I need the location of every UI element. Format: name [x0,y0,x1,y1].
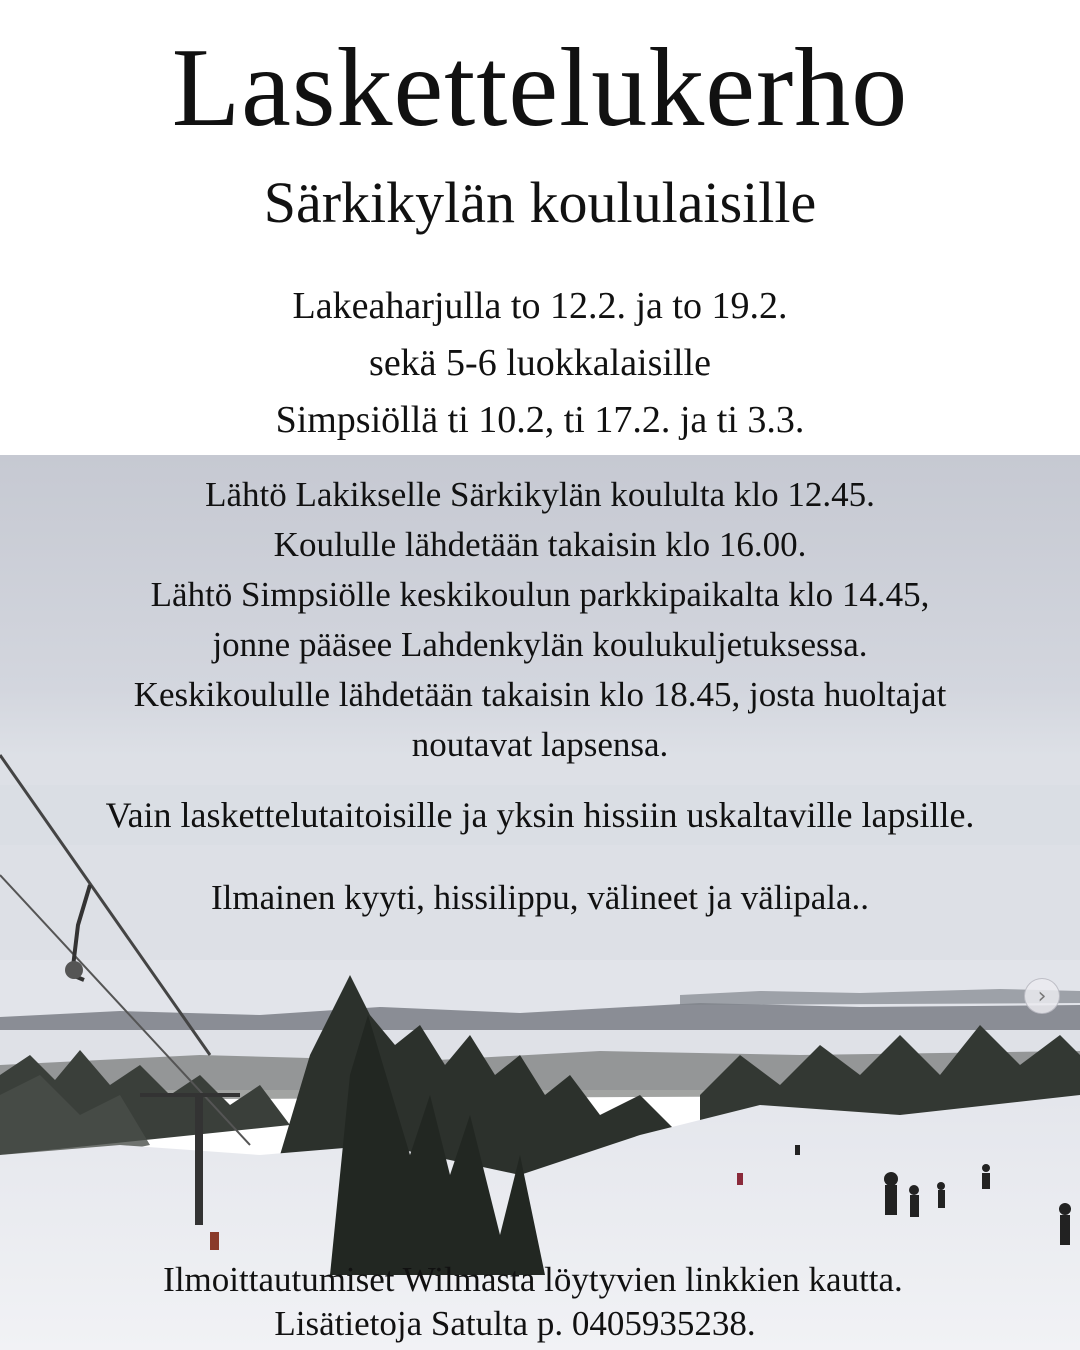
info-block [0,470,1080,770]
next-slide-button[interactable] [1024,978,1060,1014]
info-line: Lähtö Simpsiölle keskikoulun parkkipaikalta klo 14.45, [150,575,930,614]
chevron-right-icon: › [1037,983,1047,1009]
requirement-note: Vain laskettelutaitoisille ja yksin hissiin uskaltaville lapsille. [105,795,975,835]
dates-line: sekä 5-6 luokkalaisille [369,342,711,384]
page-subtitle: Särkikylän koululaisille [263,170,817,235]
info-line: Koululle lähdetään takaisin klo 16.00. [273,525,807,564]
registration-line: Ilmoittautumiset Wilmasta löytyvien linkkien kautta. [163,1260,903,1299]
dates-line: Simpsiöllä ti 10.2, ti 17.2. ja ti 3.3. [275,399,805,441]
dates-line: Lakeaharjulla to 12.2. ja to 19.2. [292,285,788,327]
header-section [0,0,1080,455]
dates-block [0,278,1080,449]
contact-line: Lisätietoja Satulta p. 0405935238. [274,1304,756,1343]
free-items-note: Ilmainen kyyti, hissilippu, välineet ja välipala.. [210,878,870,917]
footer-block [0,1258,1080,1346]
info-line: jonne pääsee Lahdenkylän koulukuljetuksessa. [212,625,868,664]
info-line: Keskikoululle lähdetään takaisin klo 18.45, josta huoltajat [133,675,947,714]
info-line: noutavat lapsensa. [411,725,669,764]
info-line: Lähtö Lakikselle Särkikylän koululta klo 12.45. [205,475,875,514]
page-title: Laskettelukerho [171,26,909,150]
